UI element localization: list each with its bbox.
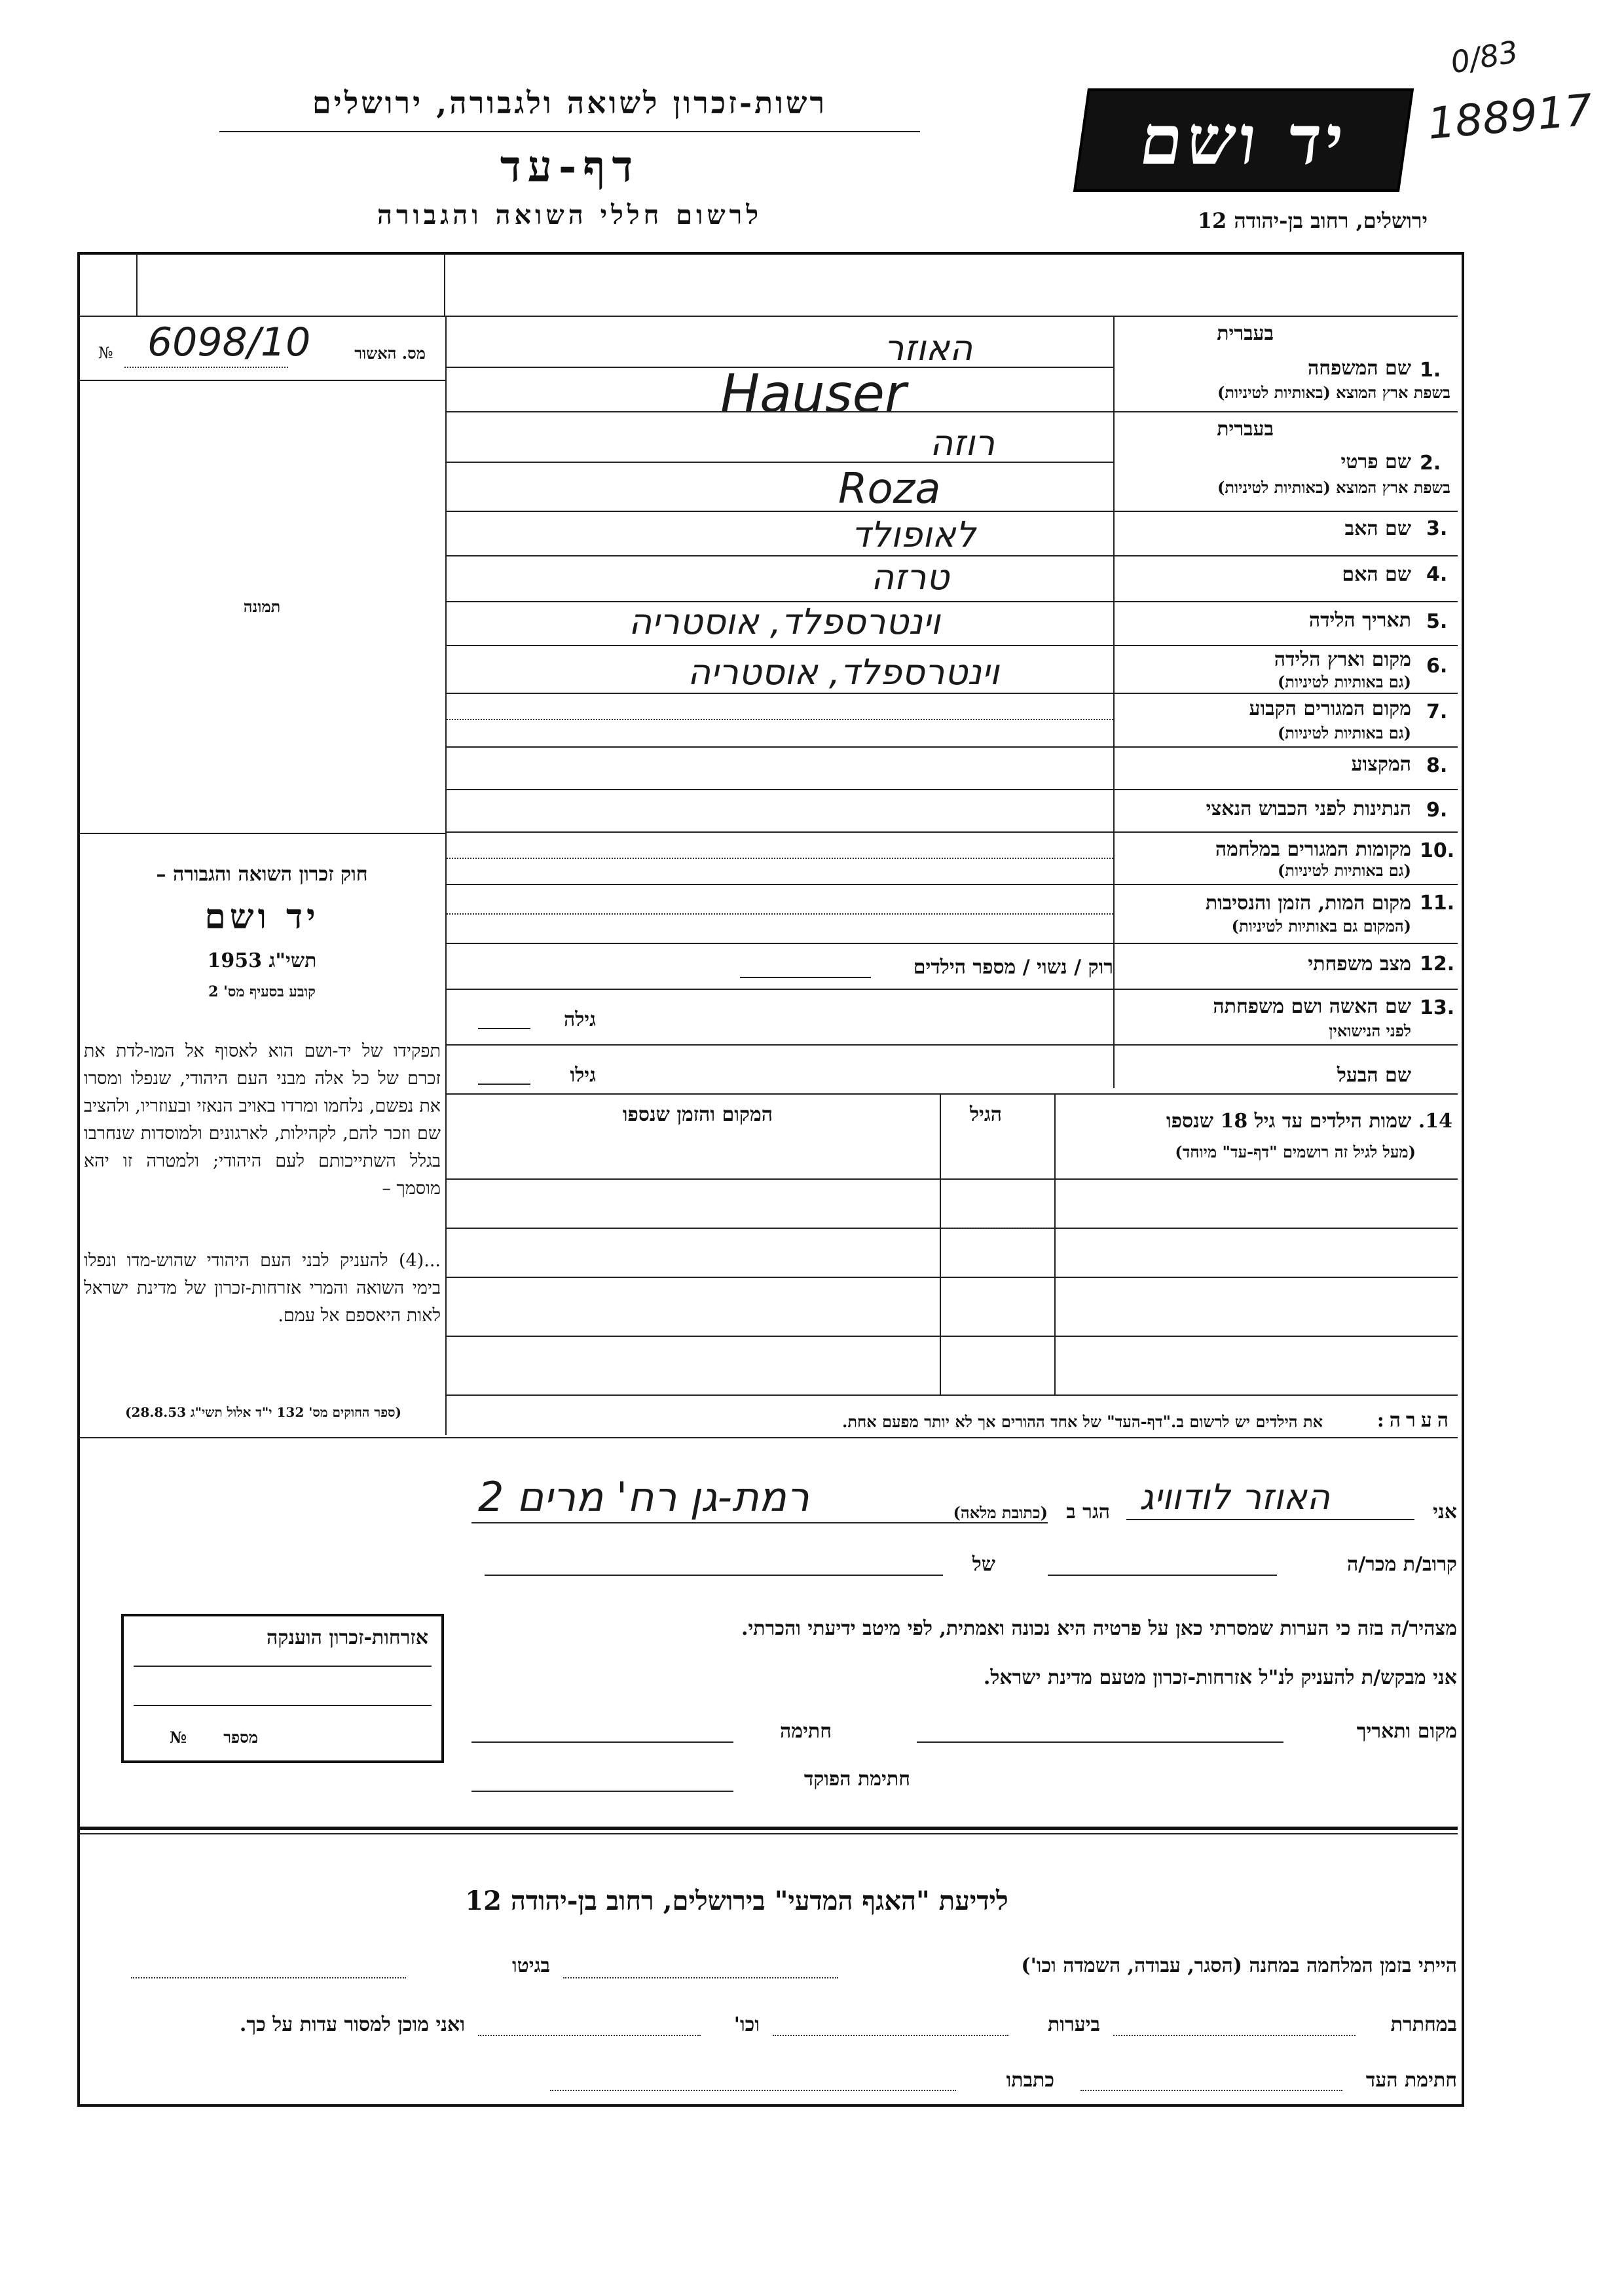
field-10-label: מקומות המגורים במלחמה — [1215, 838, 1411, 861]
declaration-statement: מצהיר/ה בזה כי הערות שמסרתי כאן על פרטיה היא נכונה ואמתית, לפי מיטב ידיעתי והכרתי. — [741, 1617, 1457, 1640]
frame-divider-top-left — [136, 253, 138, 316]
field-5-label: תאריך הלידה — [1308, 609, 1411, 632]
husband-label: שם הבעל — [1337, 1064, 1411, 1087]
official-signature-label: חתימת הפוקד — [803, 1768, 910, 1791]
sidebar-divider — [445, 316, 447, 1435]
field-11-number: 11. — [1420, 892, 1455, 915]
footer-forests: ביערות — [1047, 2013, 1100, 2036]
law-text-2: ...(4) להעניק לבני העם היהודי שהוש-מדו ונפלו בימי השואה והמרי אזרחות-זכרון של מדינת ישראל לאות היאספם אל עמם. — [84, 1250, 441, 1326]
field-1-number: 1. — [1420, 359, 1441, 382]
field-2-lang: בעברית — [1217, 418, 1274, 441]
note-text: את הילדים יש לרשום ב."דף-העד" של אחד ההורים אך לא יותר מפעם אחת. — [842, 1412, 1323, 1431]
field-13-label: שם האשה ושם משפחתה — [1213, 995, 1411, 1018]
label-column-divider — [1113, 316, 1115, 1088]
field-3-label: שם האב — [1344, 517, 1411, 540]
footer-line1-label: הייתי בזמן המלחמה במחנה (הסגר, עבודה, השמדה וכו') — [1021, 1954, 1457, 1977]
footer-underground: במחתרת — [1390, 2013, 1457, 2036]
citizenship-number-label: מספר — [223, 1728, 258, 1747]
children-age-header: הגיל — [969, 1103, 1002, 1126]
authority-name: רשות-זכרון לשואה ולגבורה, ירושלים — [312, 85, 828, 120]
field-2-number: 2. — [1420, 452, 1441, 475]
approval-number-symbol: № — [98, 344, 113, 362]
field-8-number: 8. — [1426, 754, 1448, 777]
field-12-label: מצב משפחתי — [1308, 953, 1411, 975]
declaration-address-value[interactable]: רמת-גן רח' מרים 2 — [478, 1473, 809, 1521]
frame-divider-top-mid — [444, 253, 445, 316]
field-5-number: 5. — [1426, 610, 1448, 633]
children-sub: (מעל לגיל זה רושמים "דף-עד" מיוחד) — [1175, 1142, 1416, 1161]
field-2-sub: בשפת ארץ המוצא (באותיות לטיניות) — [1217, 478, 1450, 497]
field-2-value-latin[interactable]: Roza — [838, 465, 941, 513]
field-1-sub: בשפת ארץ המוצא (באותיות לטיניות) — [1217, 383, 1450, 402]
field-7-label: מקום המגורים הקבוע — [1249, 697, 1411, 720]
field-8-label: המקצוע — [1351, 753, 1411, 776]
field-4-label: שם האם — [1342, 563, 1411, 586]
field-2-label: שם פרטי — [1340, 450, 1411, 473]
footer-line1-ghetto: בגיטו — [511, 1954, 550, 1977]
declaration-request: אני מבקש/ת להעניק לנ"ל אזרחות-זכרון מטעם מדינת ישראל. — [983, 1666, 1457, 1689]
field-1-value-latin[interactable]: Hauser — [720, 363, 906, 424]
signature-label: חתימה — [780, 1720, 832, 1743]
field-13-age-label: גילה — [563, 1008, 596, 1031]
children-place-header: המקום והזמן שנספו — [622, 1103, 773, 1126]
place-date-label: מקום ותאריך — [1356, 1720, 1457, 1743]
footer-witness-signature: חתימת העד — [1365, 2069, 1457, 2092]
declaration-of-label: של — [972, 1553, 995, 1576]
field-5-value[interactable]: וינטרספלד, אוסטריה — [629, 601, 940, 642]
field-13-sub: לפני הנישואין — [1329, 1021, 1411, 1040]
citizenship-box — [121, 1614, 444, 1763]
field-9-label: הנתינות לפני הכבוש הנאצי — [1206, 797, 1411, 820]
field-7-sub: (גם באותיות לטיניות) — [1277, 723, 1411, 742]
field-11-label: מקום המות, הזמן והנסיבות — [1205, 892, 1411, 915]
form-title: דף-עד — [500, 141, 640, 192]
field-12-number: 12. — [1420, 953, 1455, 975]
field-9-number: 9. — [1426, 799, 1448, 822]
note-label: הערה: — [1376, 1409, 1454, 1432]
field-2-value-he[interactable]: רוזה — [930, 422, 995, 464]
field-11-sub: (המקום גם באותיות לטיניות) — [1231, 917, 1411, 936]
photo-label: תמונה — [243, 597, 281, 616]
footer-title: לידיעת "האגף המדעי" בירושלים, רחוב בן-יהודה 12 — [465, 1886, 1008, 1916]
declaration-residing-label: הגר ב — [1066, 1501, 1110, 1523]
field-10-number: 10. — [1420, 839, 1455, 862]
law-title: חוק זכרון השואה והגבורה – — [156, 863, 368, 886]
field-6-number: 6. — [1426, 655, 1448, 678]
declaration-name-value[interactable]: האוזר לודוויג — [1139, 1476, 1331, 1518]
law-year: תשי"ג 1953 — [207, 949, 317, 972]
field-1-label: שם המשפחה — [1307, 357, 1411, 380]
field-1-lang: בעברית — [1217, 322, 1274, 345]
declaration-address-hint: (כתובת מלאה) — [953, 1503, 1048, 1522]
law-name: יד ושם — [204, 897, 320, 937]
logo-text: יד ושם — [1135, 100, 1353, 180]
field-6-sub: (גם באותיות לטיניות) — [1277, 672, 1411, 691]
field-3-number: 3. — [1426, 517, 1448, 540]
archive-number-bottom: 188917 — [1426, 84, 1595, 149]
children-label: 14. שמות הילדים עד גיל 18 שנספו — [1166, 1110, 1452, 1133]
field-6-label: מקום וארץ הלידה — [1274, 648, 1411, 671]
footer-witness-address: כתבתו — [1006, 2069, 1054, 2092]
section-divider-main — [79, 1437, 1458, 1438]
declaration-i-label: אני — [1433, 1501, 1457, 1523]
law-text-1: תפקידו של יד-ושם הוא לאסוף אל המו-לדת את זכרם של כל אלה מבני העם היהודי, שנפלו ומסרו את נפשם, נלחמו ומרדו באויב הנאזי ובעוזריו, ולהציב שם וזכר להם, לקהילות, לארגונים ולמוסדות שנחרבו בגלל השתייכותם לעם היהודי; ולמטרה זו יהא מוסמך – — [84, 1041, 441, 1199]
yad-vashem-logo — [1073, 88, 1414, 192]
field-4-value[interactable]: טרזה — [871, 556, 950, 598]
approval-number-label: מס. האשור — [354, 344, 426, 363]
photo-area — [80, 381, 444, 833]
field-4-number: 4. — [1426, 563, 1448, 586]
field-13-number: 13. — [1420, 996, 1455, 1019]
form-subtitle: לרשום חללי השואה והגבורה — [377, 200, 763, 230]
husband-age-label: גילו — [570, 1064, 596, 1087]
footer-etc: וכו' — [733, 2013, 760, 2036]
archive-number-top: 0/83 — [1448, 33, 1521, 81]
address-line: ירושלים, רחוב בן-יהודה 12 — [1197, 208, 1428, 233]
declaration-relation-label: קרוב/ת מכר/ה — [1346, 1553, 1457, 1576]
law-source: (ספר החוקים מס' 132 י"ד אלול תשי"ג 28.8.53) — [125, 1404, 401, 1420]
authority-underline — [219, 131, 920, 132]
field-10-sub: (גם באותיות לטיניות) — [1277, 861, 1411, 880]
footer-statement: ואני מוכן למסור עדות על כך. — [239, 2013, 465, 2036]
field-3-value[interactable]: לאופולד — [851, 514, 976, 555]
field-7-number: 7. — [1426, 701, 1448, 723]
law-clause: קובע בסעיף מס' 2 — [208, 983, 316, 1000]
field-12-value: רוק / נשוי / מספר הילדים — [913, 956, 1113, 979]
footer-divider — [79, 1827, 1458, 1830]
approval-number-value[interactable]: 6098/10 — [147, 319, 311, 365]
citizenship-title: אזרחות-זכרון הוענקה — [266, 1626, 428, 1649]
citizenship-number-symbol: № — [170, 1728, 187, 1747]
field-6-value[interactable]: וינטרספלד, אוסטריה — [688, 651, 999, 693]
photo-bottom-divider — [79, 833, 445, 834]
field-1-value-he[interactable]: האוזר — [884, 327, 973, 369]
